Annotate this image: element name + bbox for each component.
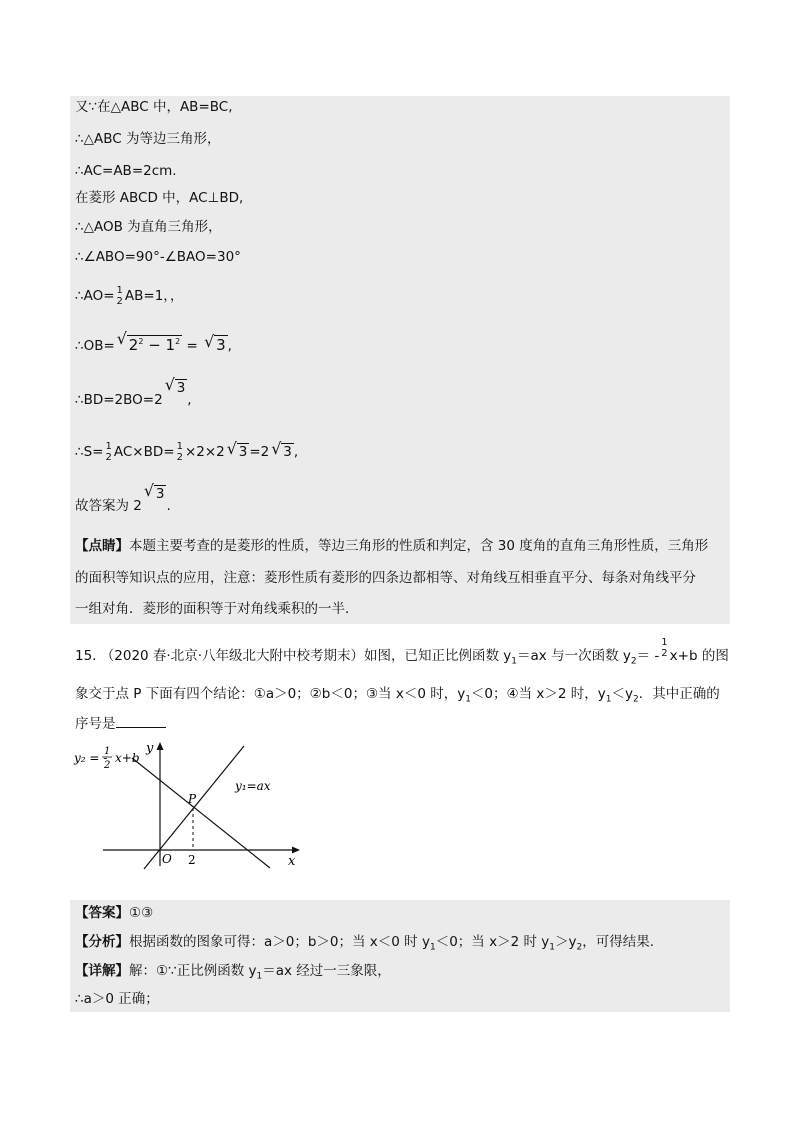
solution-line-7: ∴AO= 1 2 AB=1，， (75, 285, 184, 307)
question-line-1: 15. （2020 春·北京·八年级北大附中校考期末）如图，已知正比例函数 $y_1=ax$ 与一次函数 $y_2=$ - 1 2 x+b 的图 (75, 637, 729, 667)
analysis-line: 【分析】根据函数的图象可得：a＞0；b＞0；当 x＜0 时 $y_1<0$；当 x＞2 时 $y_1>y_2$，可得结果. (75, 934, 654, 953)
sqrt-3: √ 3 (204, 335, 228, 355)
solution-line-9: ∴BD=2BO=2√ 3, (75, 390, 192, 410)
sqrt-3: √ 3 (144, 484, 167, 504)
answer-text: ①③ (129, 905, 154, 921)
question-source: （2020 春·北京·八年级北大附中校考期末） (100, 648, 365, 664)
solution-line-5: ∴△AOB 为直角三角形， (75, 219, 222, 235)
fraction-half: 1 2 (661, 637, 668, 659)
analysis-label: 【分析】 (75, 934, 129, 950)
comment-label: 【点睛】 (75, 538, 129, 554)
fraction-half: 1 2 (116, 285, 123, 307)
origin-label: O (162, 852, 172, 866)
sqrt-expression: √ $2^2 - 1^2$ (117, 332, 182, 355)
solution-line-11: 故答案为 2√ 3. (75, 496, 171, 516)
question-number: 15. (75, 648, 97, 664)
y2-frac-den: 2 (104, 760, 111, 771)
detail-line-1: 【详解】解：①∵正比例函数 $y_1=ax$ 经过一三象限， (75, 963, 391, 982)
comment-line-1: 【点睛】本题主要考查的是菱形的性质，等边三角形的性质和判定，含 30 度角的直角三角形性质，三角形 (75, 538, 709, 554)
y2-label: y₂ = - (74, 751, 108, 765)
answer-line (75, 903, 153, 923)
answer-blank (116, 715, 166, 728)
function-graph (70, 738, 320, 878)
solution-line-8: ∴OB=√ $2^2 - 1^2$ = √ 3 , (75, 332, 232, 356)
x-axis-arrow (292, 847, 300, 854)
fraction-half: 1 2 (176, 441, 183, 463)
sqrt-3: √ 3 (227, 442, 250, 462)
solution-line-2: ∴△ABC 为等边三角形， (75, 131, 221, 147)
sqrt-3: √ 3 (271, 442, 294, 462)
point-p-label: P (188, 792, 197, 806)
solution-line-1: 又∵在△ABC 中，AB=BC, (75, 99, 233, 115)
question-line-3: 序号是 (75, 714, 166, 734)
question-line-2: 象交于点 P 下面有四个结论：①a＞0；②b＜0；③当 x＜0 时，$y_1<0$；④当 x＞2 时，$y_1<y_2$．其中正确的 (75, 686, 720, 705)
comment-line-2: 的面积等知识点的应用，注意：菱形性质有菱形的四条边都相等、对角线互相垂直平分、每条对角线平分 (75, 570, 696, 586)
comment-line-3: 一组对角．菱形的面积等于对角线乘积的一半． (75, 601, 359, 617)
fraction-half: 1 2 (105, 441, 112, 463)
x-axis-label: x (288, 854, 296, 869)
solution-line-4: 在菱形 ABCD 中，AC⊥BD, (75, 190, 244, 206)
solution-line-10: ∴S= 1 2 AC×BD= 1 2 ×2×2√ 3 =2√ 3 , (75, 441, 298, 463)
detail-line-2: ∴a＞0 正确； (75, 991, 159, 1007)
answer-label: 【答案】 (75, 905, 129, 921)
y2-frac-num: 1 (104, 746, 111, 757)
sqrt-3: √ 3 (165, 378, 188, 398)
solution-line-6: ∴∠ABO=90°-∠BAO=30° (75, 249, 241, 265)
solution-line-3: ∴AC=AB=2cm. (75, 163, 177, 179)
tick-2-label: 2 (188, 853, 196, 867)
detail-label: 【详解】 (75, 963, 129, 979)
y1-label: y₁=ax (235, 779, 271, 793)
y2-label-tail: x+b (115, 751, 140, 765)
y-axis-label: y (146, 741, 154, 756)
y-axis-arrow (157, 742, 164, 750)
line-y2 (132, 758, 270, 868)
